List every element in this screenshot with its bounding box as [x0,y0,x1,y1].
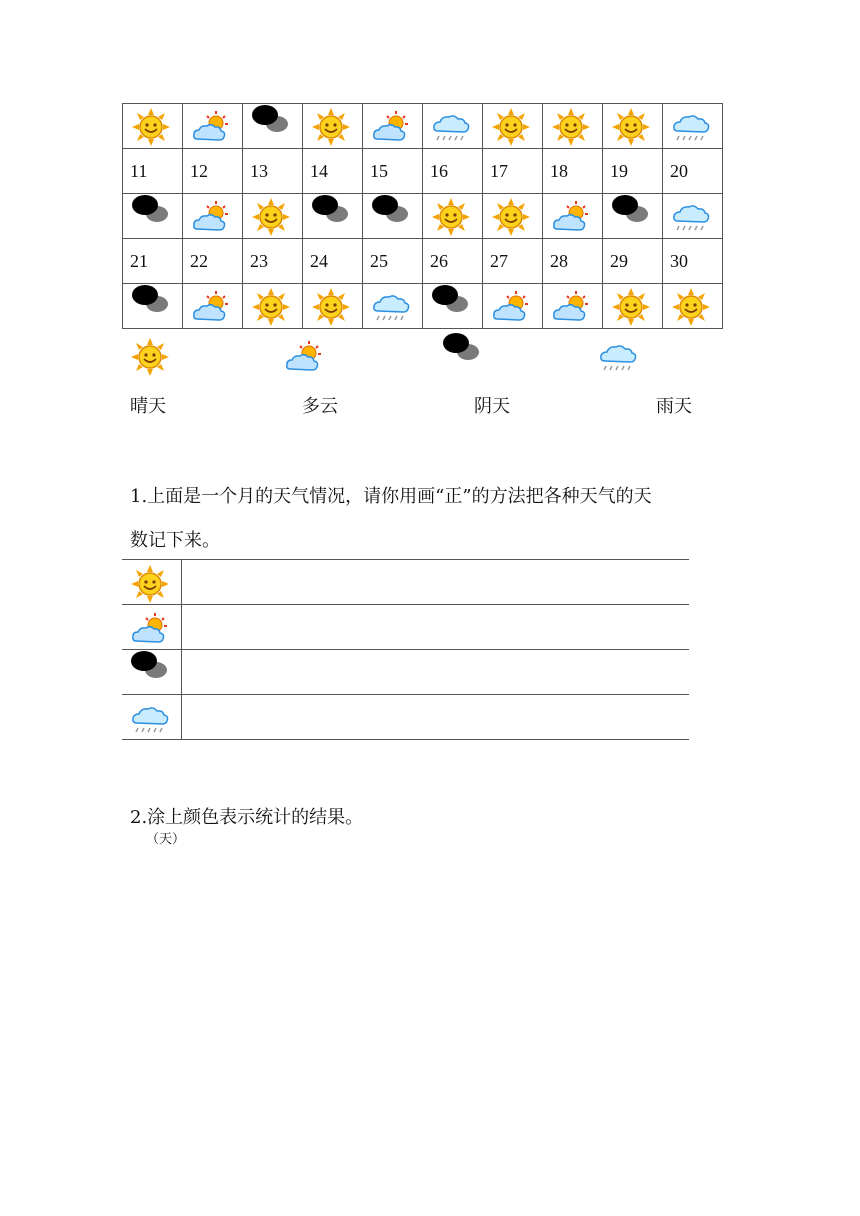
question-1-line-1: 1.上面是一个月的天气情况，请你用画“正”的方法把各种天气的天 [130,486,652,507]
calendar-date-cell: 26 [423,239,483,284]
overcast-icon [609,192,653,236]
calendar-weather-cell [243,194,303,239]
rain-cloud-icon [669,107,713,151]
legend-label-overcast: 阴天 [474,396,510,417]
overcast-icon [369,192,413,236]
sunny-icon [489,107,533,151]
sunny-icon [128,564,172,608]
calendar-date-cell: 12 [183,149,243,194]
calendar-weather-cell [183,194,243,239]
calendar-date-cell: 16 [423,149,483,194]
calendar-date-row [123,239,723,284]
calendar-weather-cell [543,194,603,239]
calendar-weather-cell [543,284,603,329]
partly-cloudy-icon [549,197,593,241]
calendar-weather-cell [483,104,543,149]
calendar-weather-cell [603,104,663,149]
legend-label-rainy: 雨天 [656,396,692,417]
calendar-weather-cell [543,104,603,149]
calendar-weather-cell [663,104,723,149]
overcast-icon [309,192,353,236]
calendar-date-cell: 25 [363,239,423,284]
calendar-weather-cell [243,284,303,329]
tally-write-area[interactable] [181,650,689,695]
calendar-date-cell: 28 [543,239,603,284]
overcast-icon [429,282,473,326]
weather-calendar-table [122,103,723,329]
tally-table [122,559,689,740]
tally-row-rainy [122,695,689,740]
tally-icon-cell [122,695,181,740]
sunny-icon [429,197,473,241]
tally-icon-cell [122,650,181,695]
overcast-icon [440,330,484,374]
calendar-weather-cell [603,194,663,239]
calendar-weather-cell [243,104,303,149]
calendar-weather-cell [603,284,663,329]
tally-row-sunny [122,560,689,605]
calendar-weather-cell [123,104,183,149]
overcast-icon [129,192,173,236]
tally-row-cloudy [122,605,689,650]
calendar-date-cell: 17 [483,149,543,194]
calendar-weather-cell [123,194,183,239]
calendar-date-cell: 15 [363,149,423,194]
calendar-icon-row [123,284,723,329]
calendar-date-cell: 14 [303,149,363,194]
tally-icon-cell [122,560,181,605]
sunny-icon [669,287,713,331]
calendar-weather-cell [303,194,363,239]
calendar-weather-cell [483,194,543,239]
calendar-weather-cell [423,194,483,239]
sunny-icon [549,107,593,151]
calendar-date-cell: 27 [483,239,543,284]
tally-write-area[interactable] [181,605,689,650]
calendar-date-cell: 18 [543,149,603,194]
calendar-date-cell: 21 [123,239,183,284]
rain-cloud-icon [429,107,473,151]
calendar-weather-cell [123,284,183,329]
calendar-weather-cell [423,104,483,149]
sunny-icon [129,107,173,151]
chart-unit-label: （天） [146,832,186,847]
rain-cloud-icon [669,197,713,241]
calendar-date-cell: 30 [663,239,723,284]
calendar-date-cell: 11 [123,149,183,194]
calendar-date-cell: 22 [183,239,243,284]
tally-write-area[interactable] [181,695,689,740]
calendar-weather-cell [303,104,363,149]
tally-row-overcast [122,650,689,695]
legend-label-sunny: 晴天 [130,396,166,417]
rain-cloud-icon [369,287,413,331]
sunny-icon [609,287,653,331]
sunny-icon [128,337,172,381]
sunny-icon [309,287,353,331]
calendar-weather-cell [363,104,423,149]
sunny-icon [249,287,293,331]
rain-cloud-icon [596,337,640,381]
overcast-icon [128,648,172,692]
calendar-icon-row [123,194,723,239]
tally-write-area[interactable] [181,560,689,605]
sunny-icon [309,107,353,151]
calendar-date-cell: 24 [303,239,363,284]
overcast-icon [249,102,293,146]
tally-icon-cell [122,605,181,650]
question-1-line-2: 数记下来。 [130,530,220,551]
calendar-date-cell: 20 [663,149,723,194]
partly-cloudy-icon [128,609,172,653]
calendar-weather-cell [663,194,723,239]
sunny-icon [609,107,653,151]
calendar-weather-cell [303,284,363,329]
calendar-weather-cell [363,284,423,329]
calendar-weather-cell [363,194,423,239]
overcast-icon [129,282,173,326]
calendar-date-cell: 23 [243,239,303,284]
calendar-weather-cell [483,284,543,329]
calendar-weather-cell [183,284,243,329]
calendar-date-cell: 19 [603,149,663,194]
calendar-date-row [123,149,723,194]
partly-cloudy-icon [489,287,533,331]
sunny-icon [489,197,533,241]
partly-cloudy-icon [549,287,593,331]
partly-cloudy-icon [189,287,233,331]
calendar-weather-cell [183,104,243,149]
calendar-date-cell: 13 [243,149,303,194]
calendar-date-cell: 29 [603,239,663,284]
partly-cloudy-icon [369,107,413,151]
rain-cloud-icon [128,699,172,743]
partly-cloudy-icon [189,197,233,241]
calendar-icon-row [123,104,723,149]
partly-cloudy-icon [282,337,326,381]
legend-label-cloudy: 多云 [302,396,338,417]
partly-cloudy-icon [189,107,233,151]
calendar-weather-cell [423,284,483,329]
calendar-weather-cell [663,284,723,329]
sunny-icon [249,197,293,241]
question-2: 2.涂上颜色表示统计的结果。 [130,807,364,828]
